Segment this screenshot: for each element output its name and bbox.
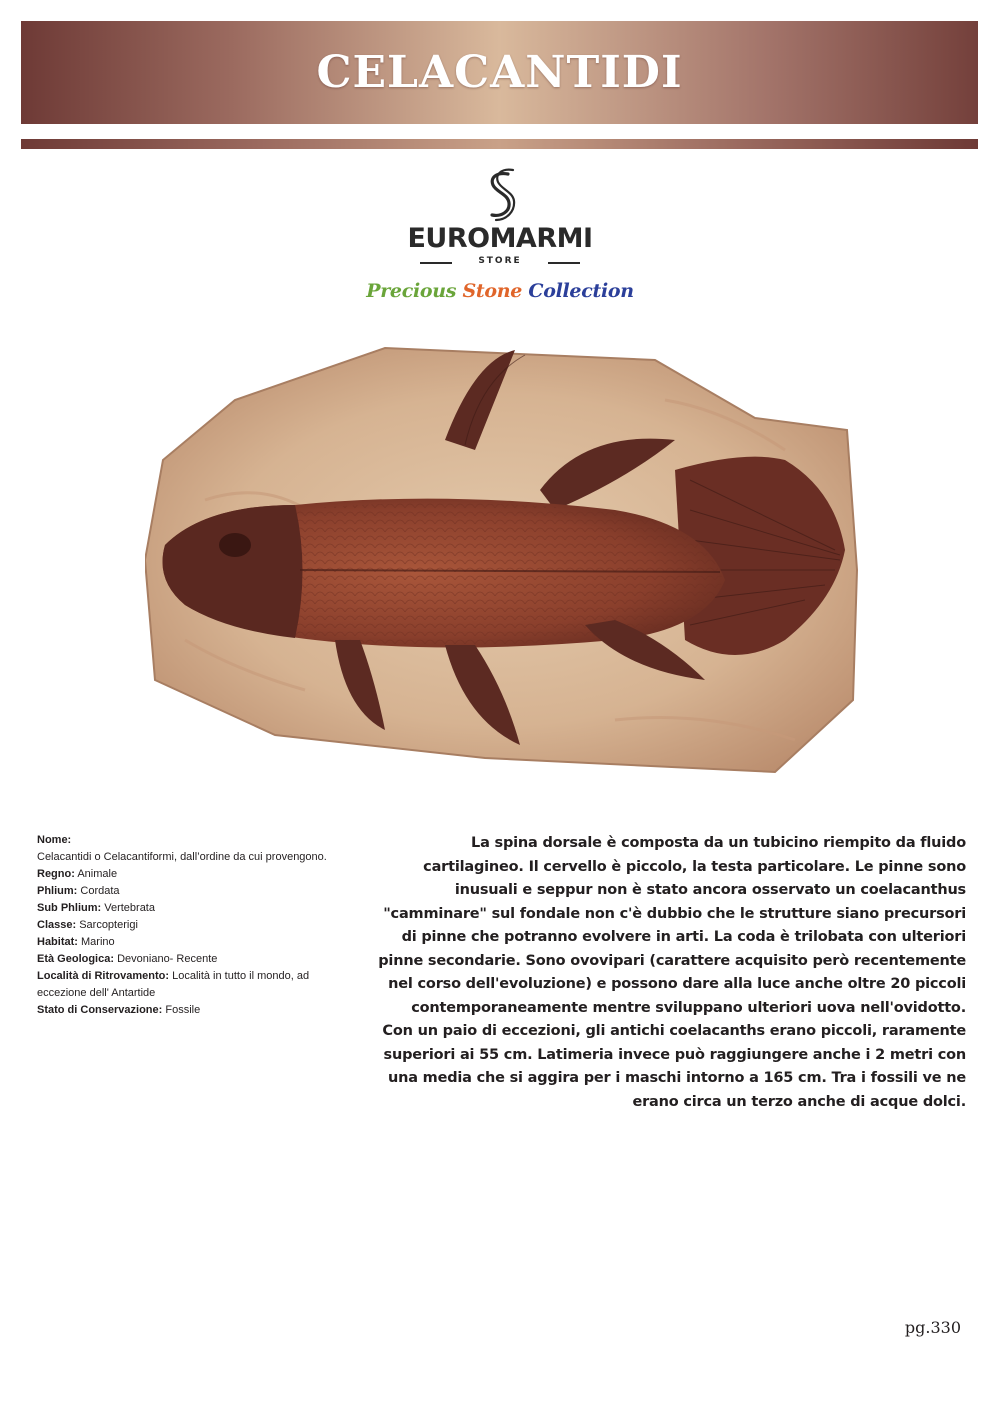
title-banner	[21, 21, 978, 124]
info-habitat	[37, 934, 357, 951]
logo-line-right	[548, 262, 580, 264]
info-locality-value: Località in tutto il mondo, ad eccezione dell' Antartide	[37, 970, 310, 999]
info-age-value: Devoniano- Recente	[114, 953, 218, 965]
logo-name: EUROMARMI	[407, 223, 593, 254]
info-name	[37, 832, 357, 866]
brand-logo	[360, 168, 640, 313]
info-age-label: Età Geologica:	[37, 953, 115, 965]
specimen-info	[37, 832, 357, 1019]
description-text: La spina dorsale è composta da un tubicino riempito da fluido cartilagineo. Il cervello è piccolo, la testa particolare. Le pinne sono inusuali e seppur non è stato ancora osservato un coelacanthus "camminare" sul fondale non c'è dubbio che le strutture siano precursori di pinne che potranno evolvere in arti. La coda è trilobata con ulteriori pinne secondarie. Sono ovovipari (carattere acquisito però recentemente nel corso dell'evoluzione) e possono dare alla luce anche oltre 20 piccoli contemporaneamente mentre sviluppano ulteriori uova nell'ovidotto. Con un paio di eccezioni, gli antichi coelacanths erano piccoli, raramente superiori ai 55 cm. Latimeria invece può raggiungere anche i 2 metri con una media che si aggira per i maschi intorno a 165 cm. Tra i fossili ve ne erano circa un terzo anche di acque dolci.	[378, 835, 966, 1110]
logo-tagline	[360, 280, 640, 302]
info-subphylum	[37, 900, 357, 917]
tagline-stone: Stone	[462, 280, 523, 302]
fossil-coelacanth-image	[145, 340, 865, 775]
info-phylum-label: Phlium:	[37, 885, 78, 897]
logo-store: STORE	[478, 256, 522, 266]
info-class-value: Sarcopterigi	[76, 919, 138, 931]
info-locality-label: Località di Ritrovamento:	[37, 970, 170, 982]
tagline-precious: Precious	[366, 280, 457, 302]
info-kingdom-value: Animale	[74, 868, 118, 880]
info-habitat-label: Habitat:	[37, 936, 78, 948]
info-phylum	[37, 883, 357, 900]
info-locality	[37, 968, 357, 1002]
info-conservation	[37, 1002, 357, 1019]
page-number: pg.330	[904, 1318, 961, 1337]
info-subphylum-value: Vertebrata	[101, 902, 155, 914]
info-conservation-value: Fossile	[162, 1004, 201, 1016]
page-title: CELACANTIDI	[316, 47, 683, 98]
tagline-collection: Collection	[528, 280, 634, 302]
info-kingdom-label: Regno:	[37, 868, 75, 880]
title-divider	[21, 139, 978, 149]
info-name-value: Celacantidi o Celacantiformi, dall’ordine da cui provengono.	[37, 851, 327, 863]
info-kingdom	[37, 866, 357, 883]
logo-mark-icon	[482, 168, 518, 224]
info-class	[37, 917, 357, 934]
info-habitat-value: Marino	[77, 936, 115, 948]
info-subphylum-label: Sub Phlium:	[37, 902, 102, 914]
info-conservation-label: Stato di Conservazione:	[37, 1004, 163, 1016]
info-class-label: Classe:	[37, 919, 77, 931]
info-age	[37, 951, 357, 968]
info-phylum-value: Cordata	[77, 885, 120, 897]
info-name-label: Nome:	[37, 834, 72, 846]
